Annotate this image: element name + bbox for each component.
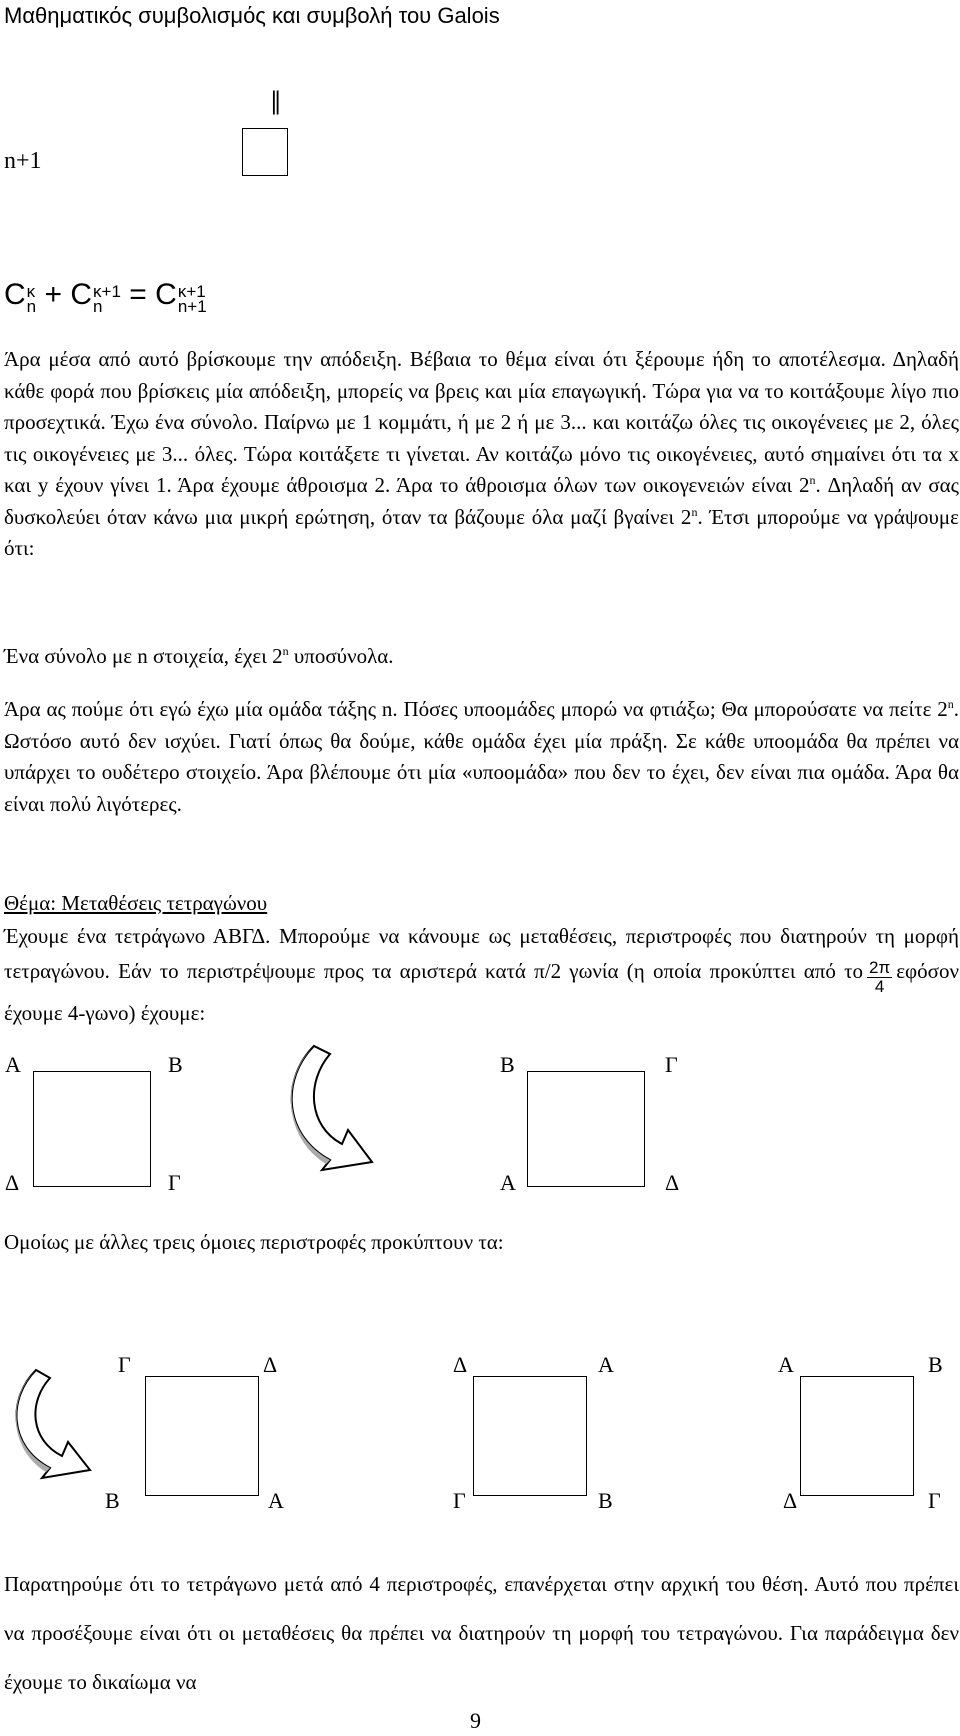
square3-label-bl: Β bbox=[105, 1488, 120, 1513]
square2-label-bl: Α bbox=[500, 1170, 516, 1195]
square4-label-tr: Α bbox=[598, 1352, 614, 1377]
parallel-mark: || bbox=[271, 86, 279, 115]
fraction-two-pi-over-four: $\frac{2\pi}{4}$ bbox=[869, 958, 891, 996]
square-rotation-3 bbox=[473, 1376, 587, 1496]
running-header: Μαθηματικός συμβολισμός και συμβολή του Galois bbox=[4, 3, 500, 28]
square-original bbox=[33, 1071, 151, 1187]
pascal-identity-formula: Cκ n + Cκ+1 n = Cκ+1 n+1 bbox=[4, 278, 207, 316]
paragraph-proof: Άρα μέσα από αυτό βρίσκουμε την απόδειξη. Βέβαια το θέμα είναι ότι ξέρουμε ήδη το αποτέλεσμα. Δηλαδή κάθε φορά που βρίσκεις μία απόδειξη, μπορείς να βρεις και μία επαγωγική. Τώρα για να το κοιτάξουμε λίγο πιο προσεχτικά. Έχω ένα σύνολο. Παίρνω με 1 κομμάτι, ή με 2 ή με 3... και κοιτάζω όλες τις οικογένειες με 2, όλες τις οικογένειες με 3... όλες. Τώρα κοιτάξετε τι γίνεται. Αν κοιτάζω μόνο τις οικογένειες, αυτό σημαίνει ότι τα x και y έχουν γίνει 1. Άρα έχουμε άθροισμα 2. Άρα το άθροισμα όλων των οικογενειών είναι 2$^n$. Δηλαδή αν σας δυσκολεύει όταν κάνω μια μικρή ερώτηση, όταν τα βάζουμε όλα μαζί βγαίνει 2$^n$. Έτσι μπορούμε να γράψουμε ότι: bbox=[4, 347, 960, 560]
square-rotated bbox=[527, 1071, 645, 1187]
square2-label-tr: Γ bbox=[665, 1052, 678, 1077]
paragraph-square-rotation: Έχουμε ένα τετράγωνο ΑΒΓΔ. Μπορούμε να κάνουμε ως μεταθέσεις, περιστροφές που διατηρούν τη μορφή τετραγώνου. Εάν το περιστρέψουμε προς τα αριστερά κατά π/2 γωνία (η οποία προκύπτει από το $\frac{2\pi}{4}$ εφόσον έχουμε 4-γωνο) έχουμε: bbox=[4, 924, 959, 1025]
square3-label-br: Α bbox=[268, 1488, 284, 1513]
square5-label-tl: Α bbox=[778, 1352, 794, 1377]
square5-label-bl: Δ bbox=[783, 1488, 798, 1513]
n-plus-one-label: n+1 bbox=[4, 148, 42, 174]
square1-label-tl: Α bbox=[5, 1052, 21, 1077]
empty-box bbox=[242, 128, 288, 176]
square1-label-br: Γ bbox=[168, 1170, 181, 1195]
square1-label-bl: Δ bbox=[5, 1170, 20, 1195]
square5-label-tr: Β bbox=[928, 1352, 943, 1377]
rotation-arrow-icon bbox=[278, 1038, 398, 1178]
rotation-arrow-icon-2 bbox=[6, 1364, 110, 1484]
square3-label-tl: Γ bbox=[118, 1352, 131, 1377]
square2-label-br: Δ bbox=[665, 1170, 680, 1195]
square4-label-tl: Δ bbox=[453, 1352, 468, 1377]
square-rotation-2 bbox=[145, 1376, 259, 1496]
square4-label-bl: Γ bbox=[453, 1488, 466, 1513]
paragraph-subgroups: Άρα ας πούμε ότι εγώ έχω μία ομάδα τάξης n. Πόσες υποομάδες μπορώ να φτιάξω; Θα μπορούσατε να πείτε 2$^n$. Ωστόσο αυτό δεν ισχύει. Γιατί όπως θα δούμε, κάθε ομάδα έχει μία πράξη. Σε κάθε υποομάδα θα πρέπει να υπάρχει το ουδέτερο στοιχείο. Άρα βλέπουμε ότι μία «υποομάδα» που δεν το έχει, δεν είναι πια ομάδα. Άρα θα είναι πολύ λιγότερες. bbox=[4, 697, 959, 816]
section-heading: Θέμα: Μεταθέσεις τετραγώνου bbox=[4, 891, 268, 915]
paragraph-conclusion: Παρατηρούμε ότι το τετράγωνο μετά από 4 περιστροφές, επανέρχεται στην αρχική του θέση. Αυτό που πρέπει να προσέξουμε είναι ότι οι μεταθέσεις θα πρέπει να διατηρούν τη μορφή του τετραγώνου. Για παράδειγμα δεν έχουμε το δικαίωμα να bbox=[4, 1572, 959, 1694]
square-rotation-4 bbox=[800, 1376, 914, 1496]
paragraph-other-rotations: Ομοίως με άλλες τρεις όμοιες περιστροφές προκύπτουν τα: bbox=[4, 1230, 504, 1254]
square2-label-tl: Β bbox=[500, 1052, 515, 1077]
square4-label-br: Β bbox=[598, 1488, 613, 1513]
paragraph-subsets: Ένα σύνολο με n στοιχεία, έχει 2$^n$ υποσύνολα. bbox=[4, 644, 394, 668]
page-number: 9 bbox=[470, 1708, 481, 1733]
square5-label-br: Γ bbox=[928, 1488, 941, 1513]
square1-label-tr: Β bbox=[168, 1052, 183, 1077]
square3-label-tr: Δ bbox=[263, 1352, 278, 1377]
